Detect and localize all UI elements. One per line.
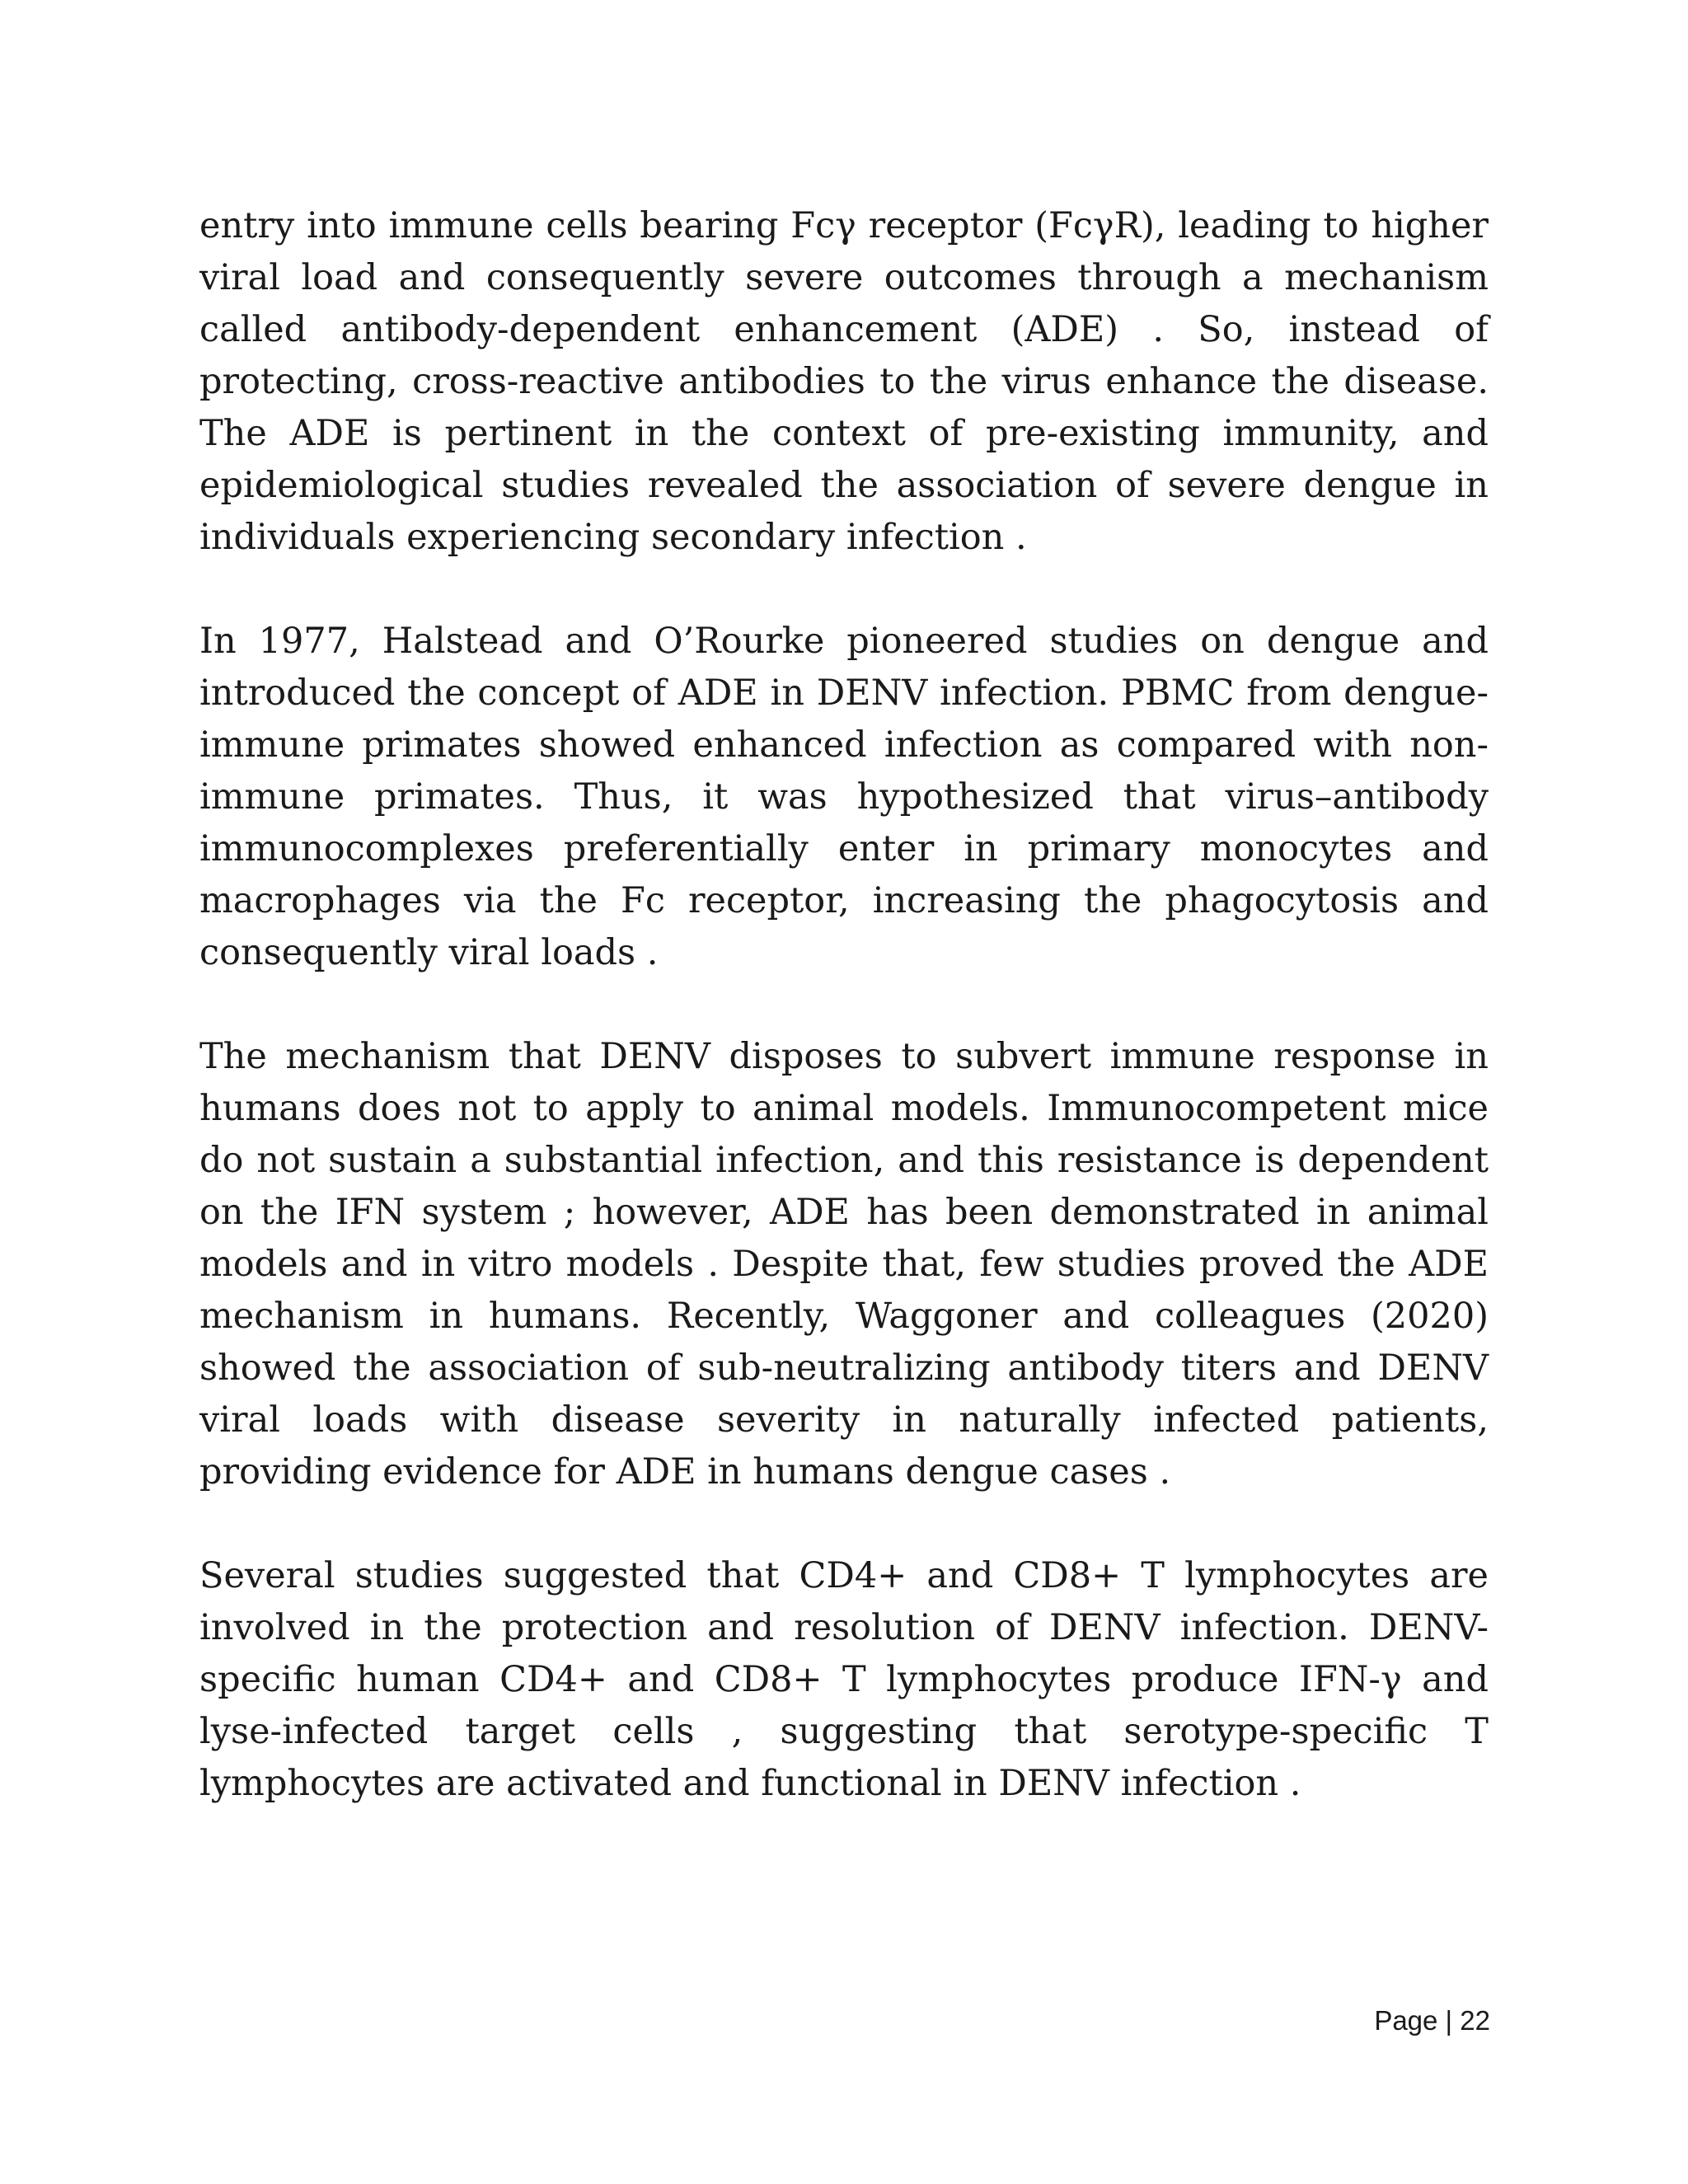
paragraph-ade-entry: entry into immune cells bearing Fcγ receptor (FcγR), leading to higher viral load and consequently severe outcomes through a mechanism called antibody-dependent enhancement (ADE) . So, instead of protecting, cross-reactive antibodies to the virus enhance the disease. The ADE is pertinent in the context of pre-existing immunity, and epidemiological studies revealed the association of severe dengue in individuals experiencing secondary infection . xyxy=(199,205,1489,558)
paragraph-animal-models: The mechanism that DENV disposes to subvert immune response in humans does not to apply to animal models. Immunocompetent mice do not sustain a substantial infection, and this resistance is dependent on the IFN system ; however, ADE has been demonstrated in animal models and in vitro models . Despite that, few studies proved the ADE mechanism in humans. Recently, Waggoner and colleagues (2020) showed the association of sub-neutralizing antibody titers and DENV viral loads with disease severity in naturally infected patients, providing evidence for ADE in humans dengue cases . xyxy=(199,1036,1489,1493)
body-text xyxy=(199,200,1489,1862)
paragraph-halstead-1977: In 1977, Halstead and O’Rourke pioneered studies on dengue and introduced the concept of ADE in DENV infection. PBMC from dengue-immune primates showed enhanced infection as compared with non-immune primates. Thus, it was hypothesized that virus–antibody immunocomplexes preferentially enter in primary monocytes and macrophages via the Fc receptor, increasing the phagocytosis and consequently viral loads . xyxy=(199,621,1489,973)
paragraph-t-lymphocytes: Several studies suggested that CD4+ and CD8+ T lymphocytes are involved in the protection and resolution of DENV infection. DENV-specific human CD4+ and CD8+ T lymphocytes produce IFN-γ and lyse-infected target cells , suggesting that serotype-specific T lymphocytes are activated and functional in DENV infection . xyxy=(199,1555,1489,1804)
page-number: Page | 22 xyxy=(1374,2005,1490,2036)
